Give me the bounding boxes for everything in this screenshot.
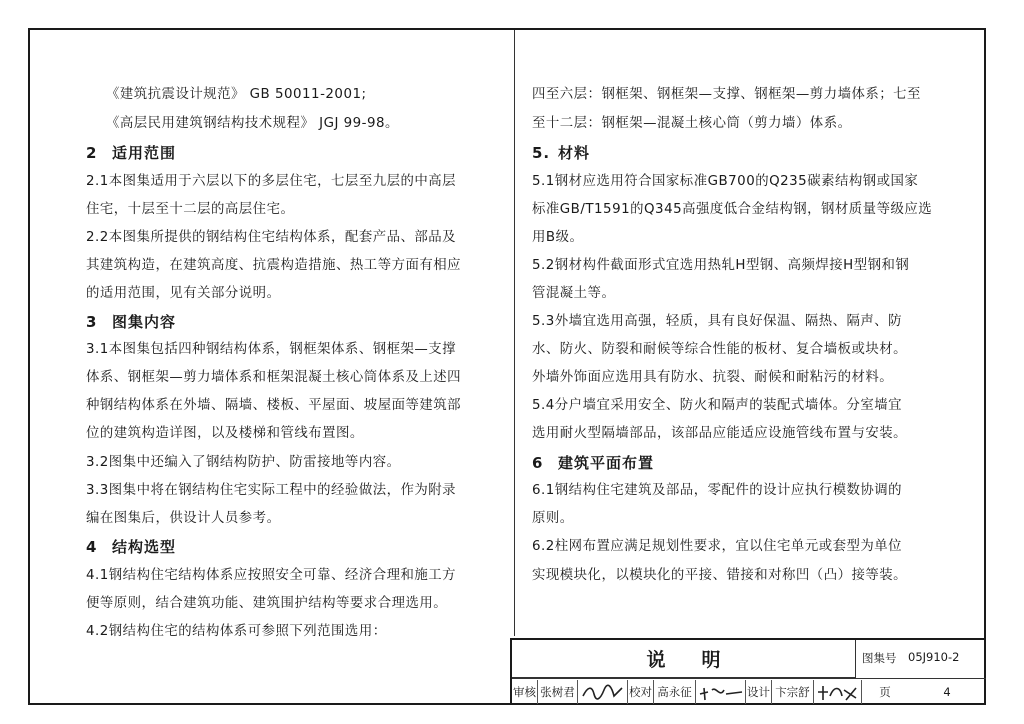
text-line: 选用耐火型隔墙部品，该部品应能适应设施管线布置与安装。 — [532, 426, 908, 441]
text-line: 5.3外墙宜选用高强，轻质，具有良好保温、隔热、隔声、防 — [532, 314, 903, 329]
heading-text: 材料 — [558, 144, 591, 162]
designer-signature — [814, 680, 862, 704]
heading-number: 6 — [532, 454, 544, 472]
drawing-title: 说明 — [512, 640, 856, 678]
text-line: 其建筑构造，在建筑高度、抗震构造措施、热工等方面有相应 — [86, 258, 462, 273]
column-divider — [514, 30, 515, 636]
section-heading-5 — [532, 143, 590, 163]
text-line: 位的建筑构造详图，以及楼梯和管线布置图。 — [86, 426, 364, 441]
text-line: 《高层民用建筑钢结构技术规程》 JGJ 99-98。 — [106, 116, 399, 131]
signature-mark — [698, 682, 744, 702]
text-line: 至十二层：钢框架—混凝土核心筒（剪力墙）体系。 — [532, 116, 852, 131]
reviewer-signature — [578, 680, 628, 704]
page-number: 4 — [943, 685, 951, 699]
text-line: 原则。 — [532, 511, 574, 526]
text-line: 4.1钢结构住宅结构体系应按照安全可靠、经济合理和施工方 — [86, 568, 457, 583]
page-label: 页 — [879, 685, 891, 699]
heading-text: 结构选型 — [112, 538, 177, 556]
section-heading-4 — [86, 537, 176, 557]
text-line: 6.1钢结构住宅建筑及部品，零配件的设计应执行模数协调的 — [532, 483, 903, 498]
checker-signature — [696, 680, 746, 704]
section-heading-3 — [86, 312, 176, 332]
heading-number: 4 — [86, 538, 98, 556]
text-line: 6.2柱网布置应满足规划性要求，宜以住宅单元或套型为单位 — [532, 539, 903, 554]
text-line: 用B级。 — [532, 230, 584, 245]
text-line: 5.1钢材应选用符合国家标准GB700的Q235碳素结构钢或国家 — [532, 174, 919, 189]
signature-mark — [816, 682, 860, 702]
design-label: 设计 — [746, 680, 772, 704]
checker-name: 高永征 — [654, 680, 696, 704]
text-line: 3.1本图集包括四种钢结构体系，钢框架体系、钢框架—支撑 — [86, 342, 457, 357]
check-label: 校对 — [628, 680, 654, 704]
heading-text: 建筑平面布置 — [558, 454, 655, 472]
signature-mark — [580, 682, 626, 702]
reviewer-name: 张树君 — [538, 680, 578, 704]
atlas-number: 05J910-2 — [908, 650, 960, 664]
heading-number: 3 — [86, 313, 98, 331]
text-line: 种钢结构体系在外墙、隔墙、楼板、平屋面、坡屋面等建筑部 — [86, 398, 462, 413]
text-line: 住宅，十层至十二层的高层住宅。 — [86, 202, 295, 217]
text-line: 编在图集后，供设计人员参考。 — [86, 511, 281, 526]
text-line: 管混凝土等。 — [532, 286, 616, 301]
text-line: 2.1本图集适用于六层以下的多层住宅，七层至九层的中高层 — [86, 174, 457, 189]
heading-number: 2 — [86, 144, 98, 162]
heading-number: 5. — [532, 144, 551, 162]
text-line: 5.2钢材构件截面形式宜选用热轧H型钢、高频焊接H型钢和钢 — [532, 258, 910, 273]
text-line: 水、防火、防裂和耐候等综合性能的板材、复合墙板或块材。 — [532, 342, 908, 357]
text-line: 外墙外饰面应选用具有防水、抗裂、耐候和耐粘污的材料。 — [532, 370, 894, 385]
text-line: 实现模块化，以模块化的平接、错接和对称凹（凸）接等装。 — [532, 568, 908, 583]
text-line: 5.4分户墙宜采用安全、防火和隔声的装配式墙体。分室墙宜 — [532, 398, 903, 413]
section-heading-2 — [86, 143, 176, 163]
title-block-row-line — [512, 678, 986, 679]
text-line: 4.2钢结构住宅的结构体系可参照下列范围选用： — [86, 624, 387, 639]
text-line: 的适用范围，见有关部分说明。 — [86, 286, 281, 301]
atlas-number-label: 图集号 — [862, 651, 897, 665]
text-line: 3.2图集中还编入了钢结构防护、防雷接地等内容。 — [86, 455, 401, 470]
review-label: 审核 — [512, 680, 538, 704]
text-line: 体系、钢框架—剪力墙体系和框架混凝土核心筒体系及上述四 — [86, 370, 462, 385]
section-heading-6 — [532, 453, 654, 473]
text-line: 3.3图集中将在钢结构住宅实际工程中的经验做法，作为附录 — [86, 483, 457, 498]
text-line: 便等原则，结合建筑功能、建筑围护结构等要求合理选用。 — [86, 596, 448, 611]
text-line: 《建筑抗震设计规范》 GB 50011-2001; — [106, 87, 367, 102]
text-line: 2.2本图集所提供的钢结构住宅结构体系，配套产品、部品及 — [86, 230, 457, 245]
text-line: 四至六层：钢框架、钢框架—支撑、钢框架—剪力墙体系；七至 — [532, 87, 921, 102]
heading-text: 图集内容 — [112, 313, 177, 331]
text-line: 标准GB/T1591的Q345高强度低合金结构钢，钢材质量等级应选 — [532, 202, 933, 217]
title-block — [510, 638, 986, 705]
heading-text: 适用范围 — [112, 144, 177, 162]
designer-name: 卞宗舒 — [772, 680, 814, 704]
